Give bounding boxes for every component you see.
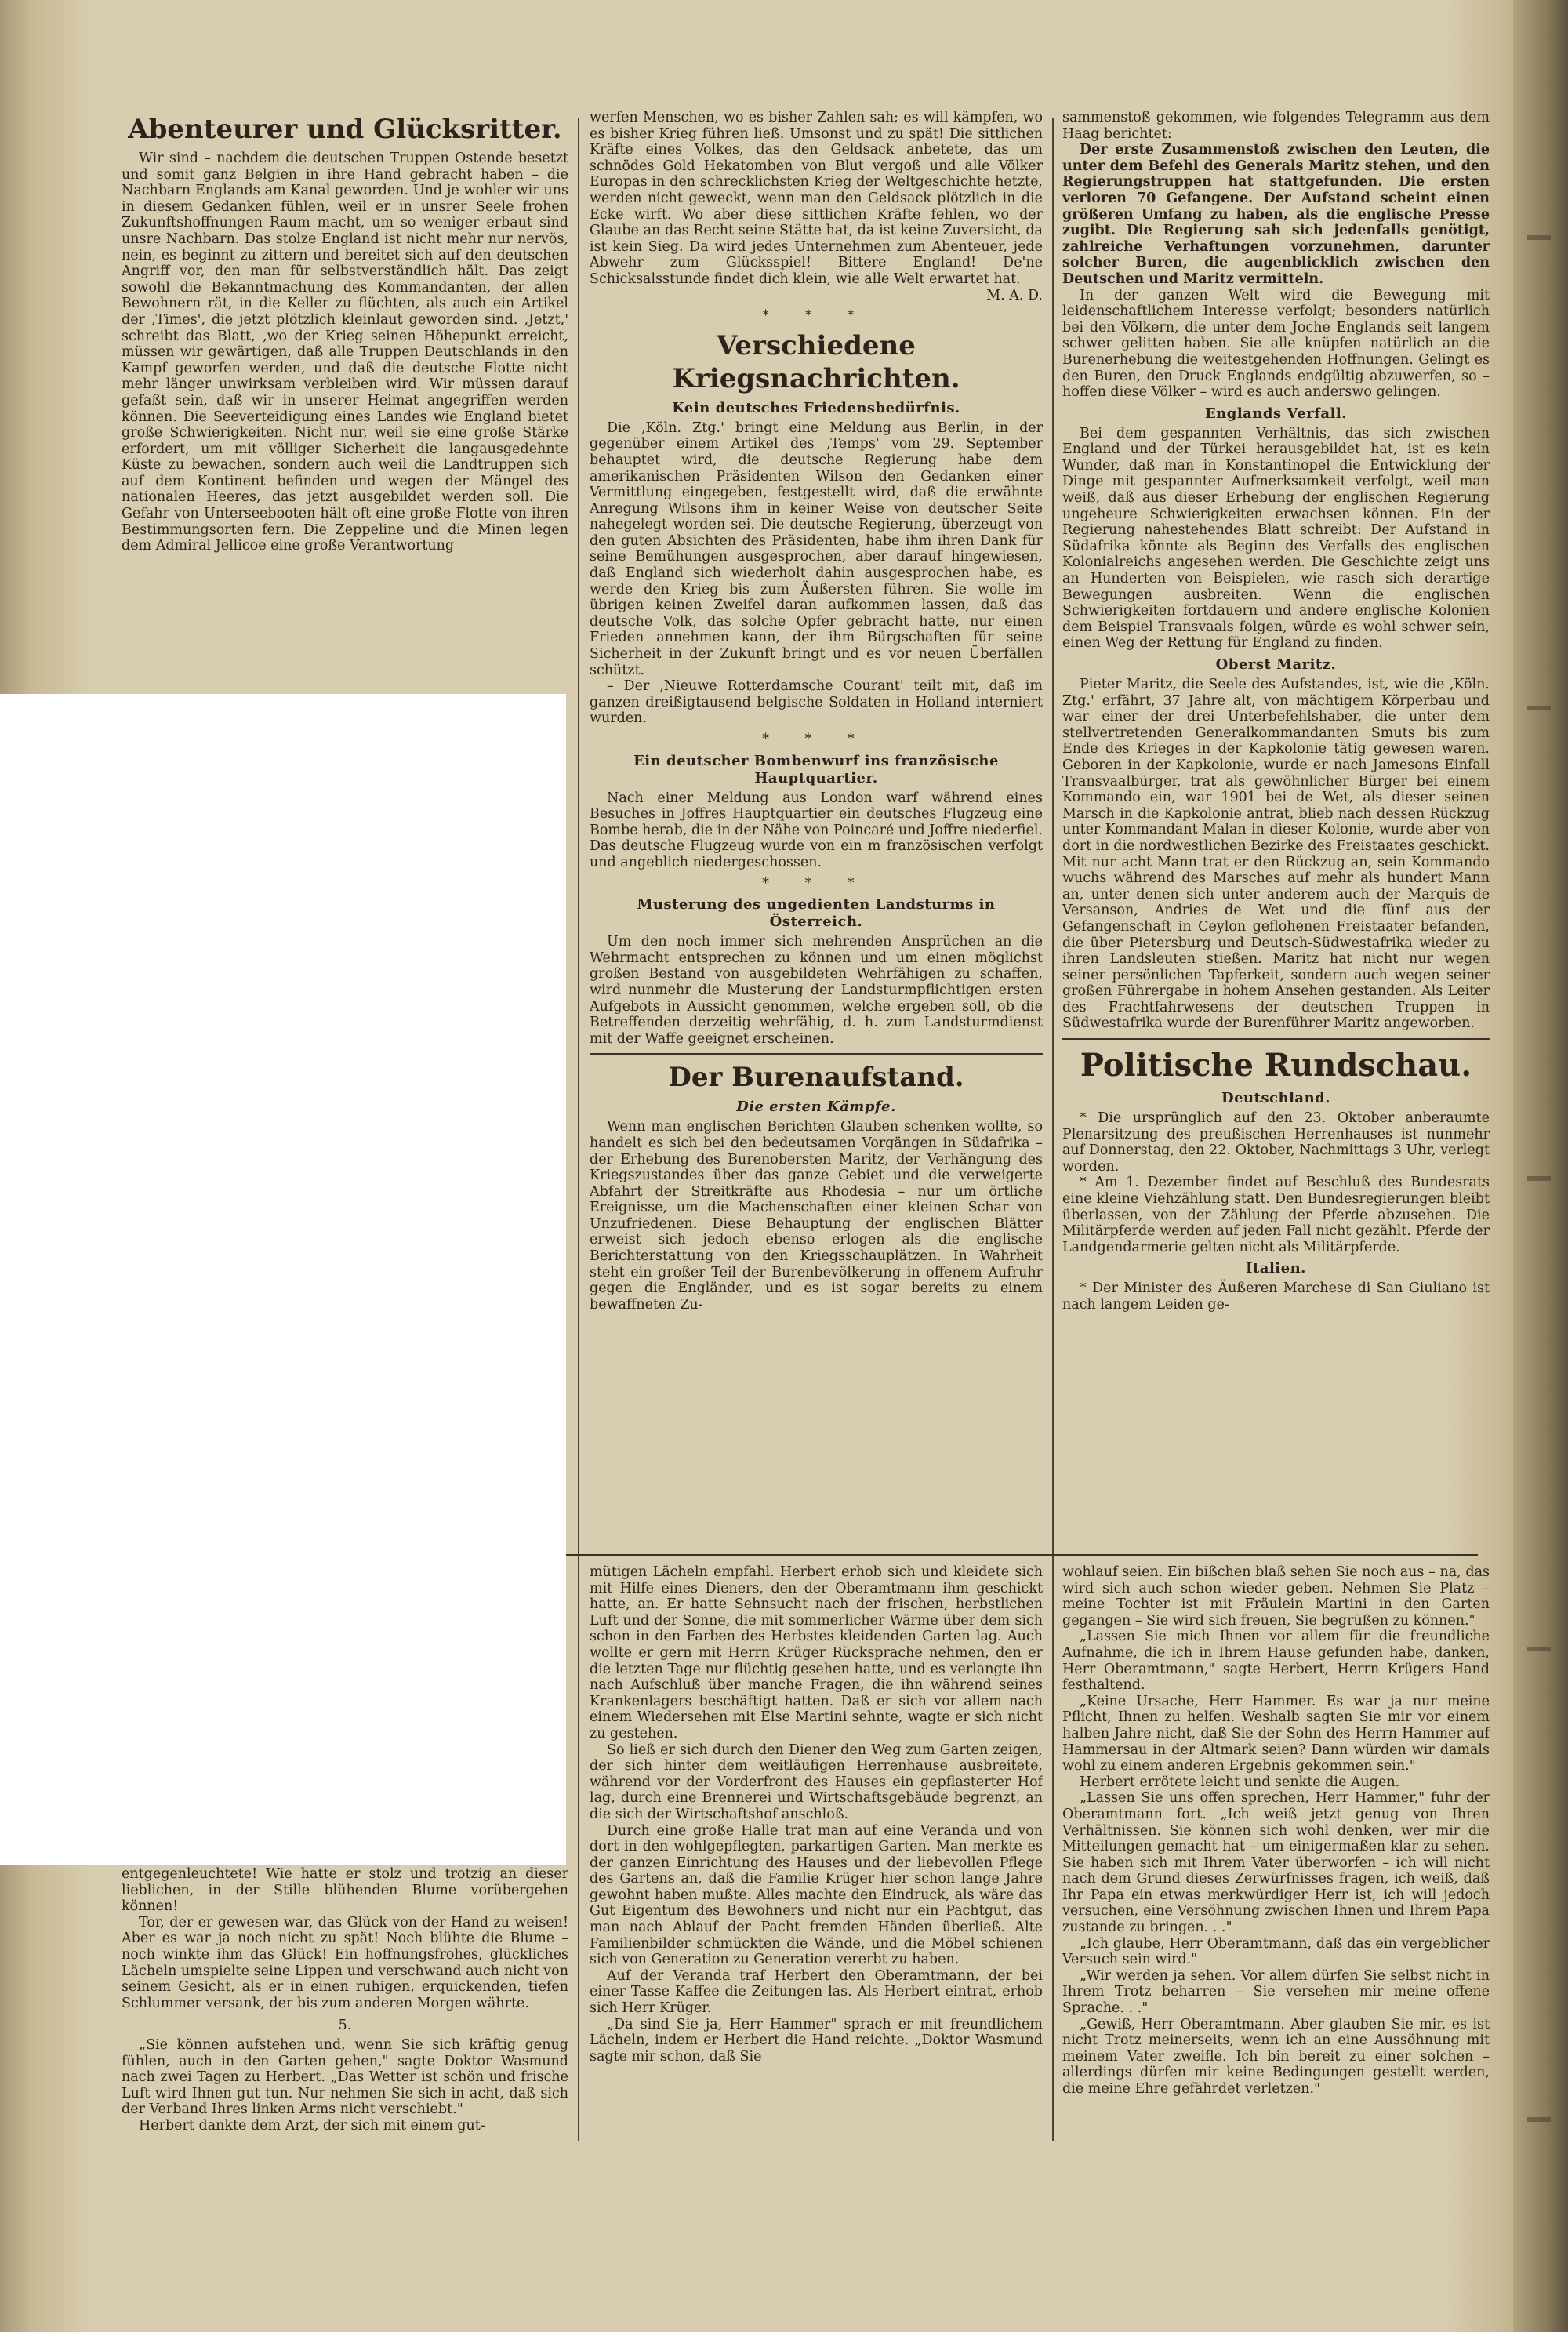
article-text: In der ganzen Welt wird die Bewegung mit leidenschaftlichem Interesse verfolgt; besonders natürlich bei den Völkern, die unter dem Joche Englands seit langem schwer gelitten haben. Sie alle knüpfen natürlich an die Burenerhebung die weitestgehenden Hoffnungen. Gelingt es den Buren, den Druck Englands endgültig abzuwerfen, so – hoffen diese Völker – wird es auch anderswo gelingen. [1062,287,1490,401]
article-text: werfen Menschen, wo es bisher Zahlen sah; es will kämpfen, wo es bisher Krieg führen ließ. Umsonst und zu spät! Die sittlichen Kräfte eines Volkes, das den Geldsack anbetete, das um schnödes Gold Hekatomben von Blut vergoß und alle Völker Europas in den schrecklichsten Krieg der Weltgeschichte hetzte, werden nicht geweckt, wenn man den Geldsack plötzlich in die Ecke wirft. Wo aber diese sittlichen Kräfte fehlen, wo der Glaube an das Recht seine Stätte hat, da ist keine Zuversicht, da ist kein Sieg. Da wird jedes Unternehmen zum Abenteuer, jede Abwehr zum Glücksspiel! Bittere England! De'ne Schicksalsstunde findet dich klein, wie alle Welt erwartet hat. [590,110,1043,287]
column-3-lower [1062,1564,1490,2305]
article-text: sammenstoß gekommen, wie folgendes Telegramm aus dem Haag berichtet: [1062,110,1490,142]
feuilleton-text: „Da sind Sie ja, Herr Hammer" sprach er mit freundlichem Lächeln, indem er Herbert die Hand reichte. „Doktor Wasmund sagte mir schon, daß Sie [590,2016,1043,2065]
feuilleton-text: entgegenleuchtete! Wie hatte er stolz und trotzig an dieser lieblichen, in der Stille blühenden Blume vorübergehen können! [122,1866,568,1915]
section-rule [590,1053,1043,1055]
article-text: * Die ursprünglich auf den 23. Oktober anberaumte Plenarsitzung des preußischen Herrenhauses ist nunmehr auf Donnerstag, den 22. Oktober, Nachmittags 3 Uhr, verlegt worden. [1062,1110,1490,1175]
feuilleton-rule [564,1554,1478,1556]
feuilleton-text: So ließ er sich durch den Diener den Weg zum Garten zeigen, der sich hinter dem weitläufigen Herrenhause ausbreitete, während vor der Vorderfront des Hauses ein gepflasterter Hof lag, durch eine Brennerei und Wirtschaftsgebäude begrenzt, an die sich der Wirtschaftshof anschloß. [590,1742,1043,1822]
feuilleton-text: mütigen Lächeln empfahl. Herbert erhob sich und kleidete sich mit Hilfe eines Dieners, den der Oberamtmann ihm geschickt hatte, an. Er hatte Sehnsucht nach der frischen, herbstlichen Luft und der Sonne, die mit sommerlicher Wärme über dem sich schon in den Farben des Herbstes kleidenden Garten lag. Auch wollte er gern mit Herrn Krüger Rücksprache nehmen, den er die letzten Tage nur flüchtig gesehen hatte, und es verlangte ihn nach Aufschluß über manche Fragen, die ihn während seines Krankenlagers beschäftigt hatten. Daß er sich vor allem nach einem Wiedersehen mit Else Martini sehnte, wagte er sich nicht zu gestehen. [590,1564,1043,1742]
feuilleton-text: Herbert errötete leicht und senkte die Augen. [1080,1774,1400,1790]
column-rule-2 [1052,118,1054,2141]
article-text: Wenn man englischen Berichten Glauben schenken wollte, so handelt es sich bei den bedeutsamen Vorgängen in Südafrika – der Erhebung des Burenobersten Maritz, der Verhängung des Kriegszustandes über das ganze Gebiet und die verweigerte Abfahrt der Streitkräfte aus Rhodesia – nur um örtliche Ereignisse, um die Machenschaften einer kleinen Schar von Unzufriedenen. Diese Behauptung der englischen Blätter erweist sich jedoch ebenso erlogen als die englische Berichterstattung von den Kriegsschauplätzen. In Wahrheit steht ein großer Teil der Burenbevölkerung in offenem Aufruhr gegen die Engländer, und es ist sogar bereits zu einem bewaffneten Zu- [590,1119,1043,1313]
feuilleton-text: „Sie können aufstehen und, wenn Sie sich kräftig genug fühlen, auch in den Garten gehen," sagte Doktor Wasmund nach zwei Tagen zu Herbert. „Das Wetter ist schön und frische Luft wird Ihnen gut tun. Nur nehmen Sie sich in acht, daß sich der Verband Ihres linken Arms nicht verschiebt." [122,2036,568,2118]
feuilleton-text: „Wir werden ja sehen. Vor allem dürfen Sie selbst nicht in Ihrem Trotz beharren – Sie versehen mir meine offene Sprache. . ." [1062,1967,1490,2017]
subheading: Kein deutsches Friedensbedürfnis. [672,399,960,416]
blank-overlay [0,694,566,1865]
feuilleton-text: Herbert dankte dem Arzt, der sich mit einem gut- [139,2117,485,2134]
article-text: * Der Minister des Äußeren Marchese di San Giuliano ist nach langem Leiden ge- [1062,1280,1490,1313]
column-rule-1 [578,118,579,2141]
subheading: Oberst Maritz. [1215,656,1337,673]
subheading: Musterung des ungedienten Landsturms in Österreich. [637,896,996,931]
article-text: Die ‚Köln. Ztg.' bringt eine Meldung aus Berlin, in der gegenüber einem Artikel des ‚Temps' vom 29. September behauptet wird, die deutsche Regierung habe dem amerikanischen Präsidenten Wilson den Gedanken einer Vermittlung eingegeben, festgestellt wird, daß die erwähnte Anregung Wilsons ihm in keiner Weise von deutscher Seite nahegelegt worden sei. Die deutsche Regierung, überzeugt von den guten Absichten des Präsidenten, habe ihm ihren Dank für seine Bemühungen ausgesprochen, aber darauf hingewiesen, daß England sich wiederholt dahin ausgesprochen habe, es werde den Krieg bis zum Äußersten führen. Sie wolle im übrigen keinen Zweifel daran aufkommen lassen, daß das deutsche Volk, das solche Opfer gebracht hatte, nur einen Frieden annehmen kann, der ihm Bürgschaften für seine Sicherheit in der Zukunft bringt und es vor neuen Überfällen schützt. [590,420,1043,678]
column-2-lower [590,1564,1043,2305]
article-text: Wir sind – nachdem die deutschen Truppen Ostende besetzt und somit ganz Belgien in ihre Hand gebracht haben – die Nachbarn Englands am Kanal geworden. Und je wohler wir uns in diesem Gedanken fühlen, weil er in unsrer Seele frohen Zukunftshoffnungen Raum macht, um so weniger erbaut sind unsre Nachbarn. Das stolze England ist nicht mehr nur nervös, nein, es beginnt zu zittern und bereitet sich auf den deutschen Angriff vor, den man für selbstverständlich hält. Das zeigt sowohl die Bekanntmachung des Kommandanten, der allen Bewohnern rät, in die Keller zu flüchten, als auch ein Artikel der ‚Times', die jetzt plötzlich kleinlaut geworden sind. ‚Jetzt,' schreibt das Blatt, ‚wo der Krieg seinen Höhepunkt erreicht, müssen wir gewärtigen, daß alle Truppen Deutschlands in den Kampf geworfen werden, und daß die deutsche Flotte nicht mehr länger unwirksam verbleiben wird. Wir müssen darauf gefaßt sein, daß wir in unserer Heimat angegriffen werden können. Die Seeverteidigung eines Landes wie England bietet große Schwierigkeiten. Nicht nur, weil sie eine große Stärke erfordert, um mit völliger Sicherheit die langausgedehnte Küste zu bewachen, sondern auch weil die Landtruppen sich auf dem Kontinent befinden und wegen der Mängel des nationalen Heeres, das jetzt ausgebildet werden soll. Die Gefahr von Unterseebooten hält oft eine große Flotte von ihren Bestimmungsorten fern. Die Zeppeline und die Minen legen dem Admiral Jellicoe eine große Verantwortung [122,151,568,554]
subheading: Englands Verfall. [1204,405,1348,422]
telegram-text: Der erste Zusammenstoß zwischen den Leuten, die unter dem Befehl des Generals Maritz stehen, und den Regierungstruppen hat stattgefunden. Die ersten verloren 70 Gefangene. Der Aufstand scheint einen größeren Umfang zu haben, als die englische Presse zugibt. Die Regierung sah sich jedenfalls genötigt, zahlreiche Verhaftungen vorzunehmen, darunter solcher Buren, die augenblicklich zwischen den Deutschen und Maritz vermitteln. [1062,142,1490,287]
headline-abenteurer: Abenteurer und Glücksritter. [128,114,562,145]
headline-politische-rundschau: Politische Rundschau. [1080,1047,1472,1084]
signature: M. A. D. [986,287,1043,303]
feuilleton-text: „Lassen Sie uns offen sprechen, Herr Hammer," fuhr der Oberamtmann fort. „Ich weiß jetzt genug von Ihren Verhältnissen. Sie können sich wohl denken, wer mir die Mitteilungen gemacht hat – um einigermaßen klar zu sehen. Sie haben sich mit Ihrem Vater überworfen – ich will nicht nach dem Grund dieses Zerwürfnisses fragen, ich weiß, daß Ihr Papa ein etwas merkwürdiger Herr ist, ich will jedoch versuchen, eine Versöhnung zwischen Ihnen und Ihrem Papa zustande zu bringen. . ." [1062,1790,1490,1936]
feuilleton-text: wohlauf seien. Ein bißchen blaß sehen Sie noch aus – na, das wird sich auch schon wieder geben. Nehmen Sie Platz – meine Tochter ist mit Fräulein Martini in den Garten gegangen – Sie wird sich freuen, Sie begrüßen zu können." [1062,1564,1490,1629]
feuilleton-text: „Lassen Sie mich Ihnen vor allem für die freundliche Aufnahme, die ich in Ihrem Hause gefunden habe, danken, Herr Oberamtmann," sagte Herbert, Herrn Krügers Hand festhaltend. [1062,1629,1490,1694]
subheading: Italien. [1246,1260,1306,1277]
column-1 [122,110,568,694]
feuilleton-text: „Keine Ursache, Herr Hammer. Es war ja nur meine Pflicht, Ihnen zu helfen. Weshalb sagten Sie mir vor einem halben Jahre nicht, daß Sie der Sohn des Herrn Hammer auf Hammersau in der Altmark seien? Dann würden wir damals wohl zu einem anderen Ergebnis gekommen sein." [1062,1693,1490,1774]
subheading: Deutschland. [1221,1090,1331,1107]
separator-stars: * * * [762,732,870,747]
feuilleton-text: „Ich glaube, Herr Oberamtmann, daß das ein vergeblicher Versuch sein wird." [1062,1935,1490,1968]
article-text: Um den noch immer sich mehrenden Ansprüchen an die Wehrmacht entsprechen zu können und um einen möglichst großen Bestand von ausgebildeten Wehrfähigen zu schaffen, wird nunmehr die Musterung der Landsturmpflichtigen ersten Aufgebots in Aussicht genommen, welche ergeben soll, ob die Betreffenden derzeitig wehrfähig, d. h. zum Landsturmdienst mit der Waffe geeignet erscheinen. [590,934,1043,1047]
column-1-lower [122,1866,568,2305]
article-text: – Der ‚Nieuwe Rotterdamsche Courant' teilt mit, daß im ganzen dreißigtausend belgische Soldaten in Holland interniert wurden. [590,678,1043,727]
feuilleton-text: Durch eine große Halle trat man auf eine Veranda und von dort in den wohlgepflegten, parkartigen Garten. Man merkte es der ganzen Einrichtung des Hauses und der liebevollen Pflege des Gartens an, daß die Familie Krüger hier schon lange Jahre gewohnt haben mußte. Alles machte den Eindruck, als wäre das Gut Eigentum des Bewohners und nicht nur ein Pachtgut, das man nach Ablauf der Pacht fremden Händen überließ. Alte Familienbilder schmückten die Wände, und die Möbel schienen sich von Generation zu Generation vererbt zu haben. [590,1822,1043,1968]
article-text: Nach einer Meldung aus London warf während eines Besuches in Joffres Hauptquartier ein deutsches Flugzeug eine Bombe herab, die in der Nähe von Poincaré und Joffre niederfiel. Das deutsche Flugzeug wurde von ein m französischen verfolgt und angeblich niedergeschossen. [590,790,1043,870]
feuilleton-text: Tor, der er gewesen war, das Glück von der Hand zu weisen! Aber es war ja noch nicht zu spät! Noch blühte die Blume – noch winkte ihm das Glück! Ein hoffnungsfrohes, glückliches Lächeln umspielte seine Lippen und verschwand auch nicht von seinem Gesicht, als er in einen ruhigen, erquickenden, tiefen Schlummer versank, der bis zum anderen Morgen währte. [122,1914,568,2011]
subheading: Die ersten Kämpfe. [736,1099,896,1116]
separator-stars: * * * [762,308,870,325]
separator-stars: * * * [762,875,870,892]
headline-burenaufstand: Der Burenaufstand. [668,1062,964,1094]
article-text: Bei dem gespannten Verhältnis, das sich zwischen England und der Türkei herausgebildet hat, ist es kein Wunder, daß man in Konstantinopel die Entwicklung der Dinge mit gespannter Aufmerksamkeit verfolgt, weil man weiß, daß aus dieser Erhebung der englischen Regierung ungeheure Schwierigkeiten erwachsen können. Ein der Regierung nahestehendes Blatt schreibt: Der Aufstand in Südafrika könnte als Beginn des Verfalls des englischen Kolonialreichs angesehen werden. Die Geschichte zeigt uns an Hunderten von Beispielen, wie rasch sich derartige Bewegungen ausbreiten. Wenn die englischen Schwierigkeiten fortdauern und andere englische Kolonien dem Beispiel Transvaals folgen, würde es wohl schwer sein, einen Weg der Rettung für England zu finden. [1062,425,1490,652]
article-text: * Am 1. Dezember findet auf Beschluß des Bundesrats eine kleine Viehzählung statt. Den Bundesregierungen bleibt überlassen, von der Zählung der Pferde abzusehen. Die Militärpferde werden auf jeden Fall nicht gezählt. Pferde der Landgendarmerie gelten nicht als Militärpferde. [1062,1175,1490,1255]
feuilleton-text: Auf der Veranda traf Herbert den Oberamtmann, der bei einer Tasse Kaffee die Zeitungen las. Als Herbert eintrat, erhob sich Herr Krüger. [590,1967,1043,2017]
subheading: Ein deutscher Bombenwurf ins französische Hauptquartier. [633,752,999,786]
headline-kriegsnachrichten: Verschiedene Kriegsnachrichten. [672,329,960,394]
column-2 [590,110,1043,1549]
section-rule [1062,1038,1490,1040]
article-text: Pieter Maritz, die Seele des Aufstandes, ist, wie die ‚Köln. Ztg.' erfährt, 37 Jahre alt, von mächtigem Körperbau und war einer der drei Unterbefehlshaber, die unter dem stellvertretenden Generalkommandanten Smuts bis zum Ende des Krieges in der Kapkolonie tätig gewesen waren. Geboren in der Kapkolonie, wurde er nach Jamesons Einfall Transvaalbürger, trat als gewöhnlicher Bürger bei einem Kommando ein, war 1901 bei de Wet, als dieser seinen Marsch in die Kapkolonie antrat, blieb nach dessen Rückzug unter Kommandant Malan in dieser Kolonie, wurde aber von dort in die nordwestlichen Bezirke des Freistaates geschickt. Mit nur acht Mann trat er den Rückzug an, sein Kommando wuchs während des Marsches auf mehr als hundert Mann an, unter denen sich unter anderem auch der Marquis de Versanson, Andries de Wet und die fünf aus der Gefangenschaft in Ceylon geflohenen Freistaater befanden, die über Pietersburg und Deutsch-Südwestafrika wieder zu ihren Landsleuten stießen. Maritz hat nicht nur wegen seiner persönlichen Tapferkeit, sondern auch wegen seiner großen Führergabe in hohem Ansehen gestanden. Als Leiter des Frachtfahrwesens der deutschen Truppen in Südwestafrika wurde der Burenführer Maritz angeworben. [1062,677,1490,1032]
chapter-number: 5. [338,2018,352,2034]
column-3 [1062,110,1490,1549]
feuilleton-text: „Gewiß, Herr Oberamtmann. Aber glauben Sie mir, es ist nicht Trotz meinerseits, wenn ich an eine Aussöhnung mit meinem Vater zweifle. Ich bin bereit zu einer solchen – allerdings dürfen mir keine Bedingungen gestellt werden, die meine Ehre gefährdet verletzen." [1062,2016,1490,2097]
page-binding-edge [1513,0,1568,2332]
